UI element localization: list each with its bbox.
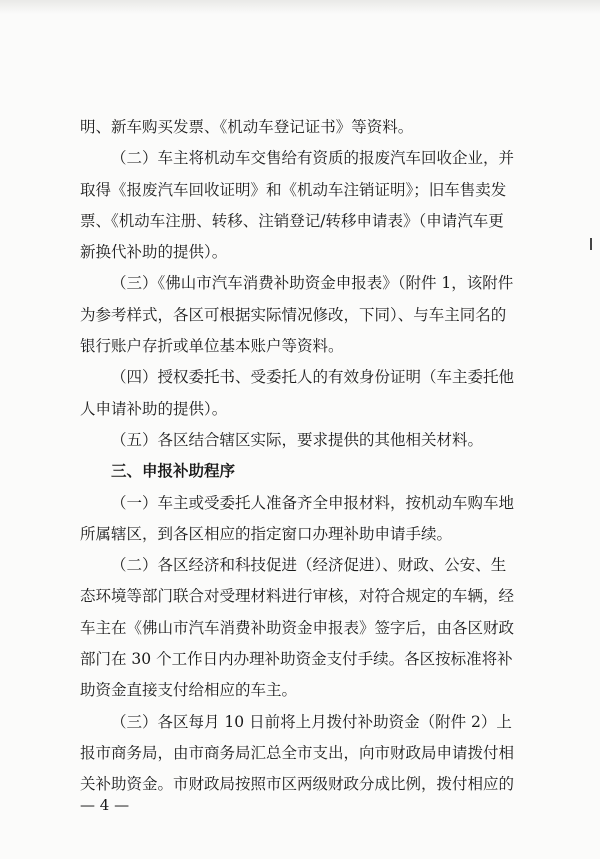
paragraph-line: （四）授权委托书、受委托人的有效身份证明（车主委托他 <box>111 368 515 387</box>
paragraph-line: 银行账户存折或单位基本账户等资料。 <box>80 337 344 356</box>
paragraph-line: 人申请补助的提供）。 <box>80 399 228 418</box>
paragraph-line: 态环境等部门联合对受理材料进行审核，对符合规定的车辆，经 <box>80 587 515 606</box>
paragraph-line: 报市商务局，由市商务局汇总全市支出，向市财政局申请拨付相 <box>80 743 515 762</box>
paragraph-line: （二）车主将机动车交售给有资质的报废汽车回收企业，并 <box>111 149 515 168</box>
paragraph-line: 所属辖区，到各区相应的指定窗口办理补助申请手续。 <box>80 524 453 543</box>
paragraph-line: （二）各区经济和科技促进（经济促进）、财政、公安、生 <box>111 556 507 575</box>
paragraph-line: （三）《佛山市汽车消费补助资金申报表》（附件 1，该附件 <box>111 274 514 293</box>
paragraph-line: （五）各区结合辖区实际，要求提供的其他相关材料。 <box>111 430 484 449</box>
paragraph-line: 新换代补助的提供）。 <box>80 243 228 262</box>
document-body <box>80 112 536 801</box>
paragraph-line: 助资金直接支付给相应的车主。 <box>80 681 298 700</box>
scan-shadow <box>0 0 600 14</box>
paragraph-line: 票、《机动车注册、转移、注销登记/转移申请表》（申请汽车更 <box>80 211 504 230</box>
paragraph-line: 部门在 30 个工作日内办理补助资金支付手续。各区按标准将补 <box>80 650 513 669</box>
paragraph-line: 为参考样式，各区可根据实际情况修改，下同）、与车主同名的 <box>80 305 507 324</box>
paragraph-line: 关补助资金。市财政局按照市区两级财政分成比例，拨付相应的 <box>80 775 515 794</box>
paragraph-line: （三）各区每月 10 日前将上月拨付补助资金（附件 2）上 <box>111 712 512 731</box>
section-heading: 三、申报补助程序 <box>111 462 236 481</box>
paragraph-line: 取得《报废汽车回收证明》和《机动车注销证明》；旧车售卖发 <box>80 180 507 199</box>
paragraph-line: 明、新车购买发票、《机动车登记证书》等资料。 <box>80 118 414 136</box>
paragraph-line: （一）车主或受委托人准备齐全申报材料，按机动车购车地 <box>111 493 515 512</box>
page-number: — 4 — <box>80 796 130 814</box>
scan-edge-mark <box>590 238 592 250</box>
paragraph-line: 车主在《佛山市汽车消费补助资金申报表》签字后，由各区财政 <box>80 618 515 637</box>
